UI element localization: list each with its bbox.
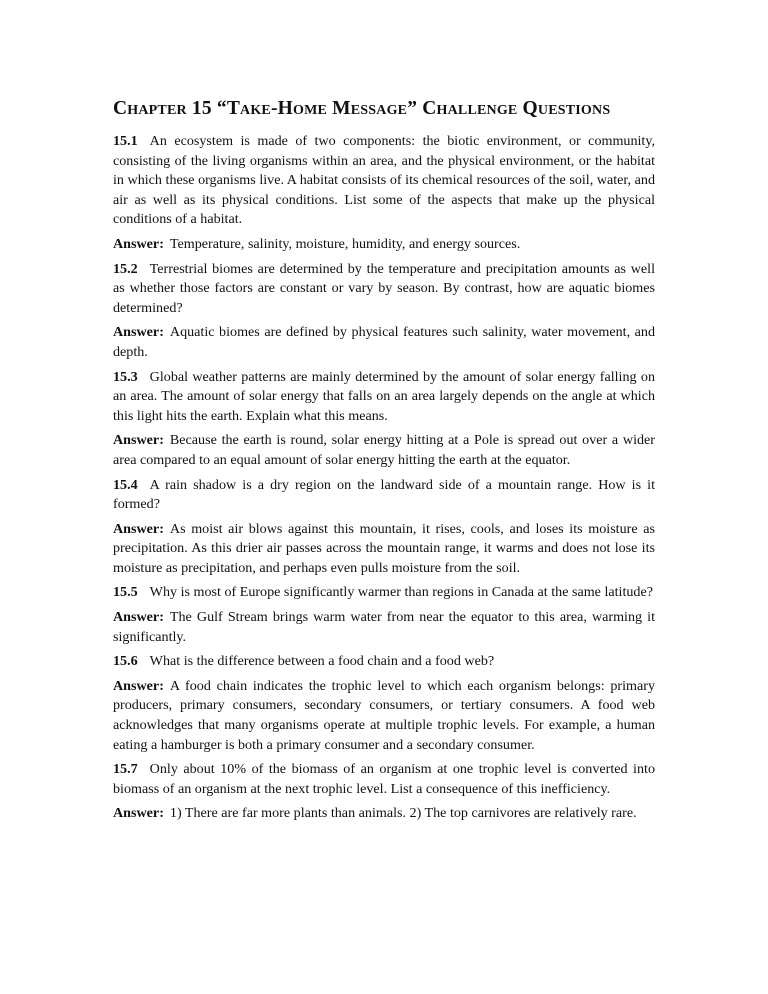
answer-15-4 (113, 520, 655, 579)
question-number: 15.5 (113, 584, 138, 601)
answer-label: Answer: (113, 235, 164, 252)
question-text: What is the difference between a food chain and a food web? (149, 653, 495, 670)
question-text: Only about 10% of the biomass of an organism at one trophic level is converted into biomass of an organism at the next trophic level. List a consequence of this inefficiency. (113, 761, 655, 797)
question-15-4 (113, 476, 655, 515)
question-text: An ecosystem is made of two components: the biotic environment, or community, consisting of the living organisms within an area, and the physical environment, or the habitat in which these organisms live. A habitat consists of its chemical resources of the soil, water, and air as well as its physical conditions. List some of the aspects that make up the physical conditions of a habitat. (113, 133, 655, 228)
answer-text: Because the earth is round, solar energy hitting at a Pole is spread out over a wider area compared to an equal amount of solar energy hitting the earth at the equator. (113, 432, 655, 468)
question-number: 15.6 (113, 653, 138, 670)
question-number: 15.3 (113, 368, 138, 385)
answer-text: Temperature, salinity, moisture, humidity, and energy sources. (169, 235, 521, 252)
page-title: Chapter 15 “Take-Home Message” Challenge Questions (113, 98, 611, 119)
question-text: A rain shadow is a dry region on the landward side of a mountain range. How is it formed? (113, 476, 655, 513)
question-15-5 (113, 583, 655, 603)
document-page (113, 96, 655, 829)
answer-text: As moist air blows against this mountain, it rises, cools, and loses its moisture as precipitation. As this drier air passes across the mountain range, it warms and does not lose its moisture as precipitation, and perhaps even pulls moisture from the soil. (113, 520, 655, 576)
answer-15-5 (113, 608, 655, 647)
question-15-3 (113, 368, 655, 427)
answer-15-2 (113, 323, 655, 362)
question-number: 15.1 (113, 133, 138, 149)
question-15-2 (113, 260, 655, 319)
answer-label: Answer: (113, 609, 164, 626)
answer-text: Aquatic biomes are defined by physical features such salinity, water movement, and depth. (113, 324, 655, 360)
question-text: Global weather patterns are mainly determined by the amount of solar energy falling on an area. The amount of solar energy that falls on an area largely depends on the angle at which this light hits the earth. Explain what this means. (113, 368, 655, 424)
answer-label: Answer: (113, 520, 164, 537)
answer-15-1 (113, 235, 655, 255)
question-number: 15.7 (113, 761, 138, 778)
question-15-6 (113, 652, 655, 672)
answer-label: Answer: (113, 805, 164, 822)
question-15-7 (113, 760, 655, 799)
question-text: Terrestrial biomes are determined by the temperature and precipitation amounts as well as whether those factors are constant or vary by season. By contrast, how are aquatic biomes determined? (113, 260, 655, 316)
answer-label: Answer: (113, 677, 164, 694)
question-15-1 (113, 132, 655, 230)
answer-text: The Gulf Stream brings warm water from near the equator to this area, warming it significantly. (113, 609, 655, 645)
question-number: 15.2 (113, 260, 138, 277)
answer-15-3 (113, 431, 655, 470)
answer-label: Answer: (113, 324, 164, 341)
answer-label: Answer: (113, 432, 164, 449)
answer-text: A food chain indicates the trophic level to which each organism belongs: primary producers, primary consumers, secondary consumers, or tertiary consumers. A food web acknowledges that many organisms operate at multiple trophic levels. For example, a human eating a hamburger is both a primary consumer and a secondary consumer. (113, 677, 655, 753)
answer-15-6 (113, 677, 655, 755)
answer-15-7 (113, 804, 655, 824)
answer-text: 1) There are far more plants than animals. 2) The top carnivores are relatively rare. (169, 805, 637, 822)
question-text: Why is most of Europe significantly warmer than regions in Canada at the same latitude? (149, 584, 653, 601)
question-number: 15.4 (113, 476, 138, 493)
